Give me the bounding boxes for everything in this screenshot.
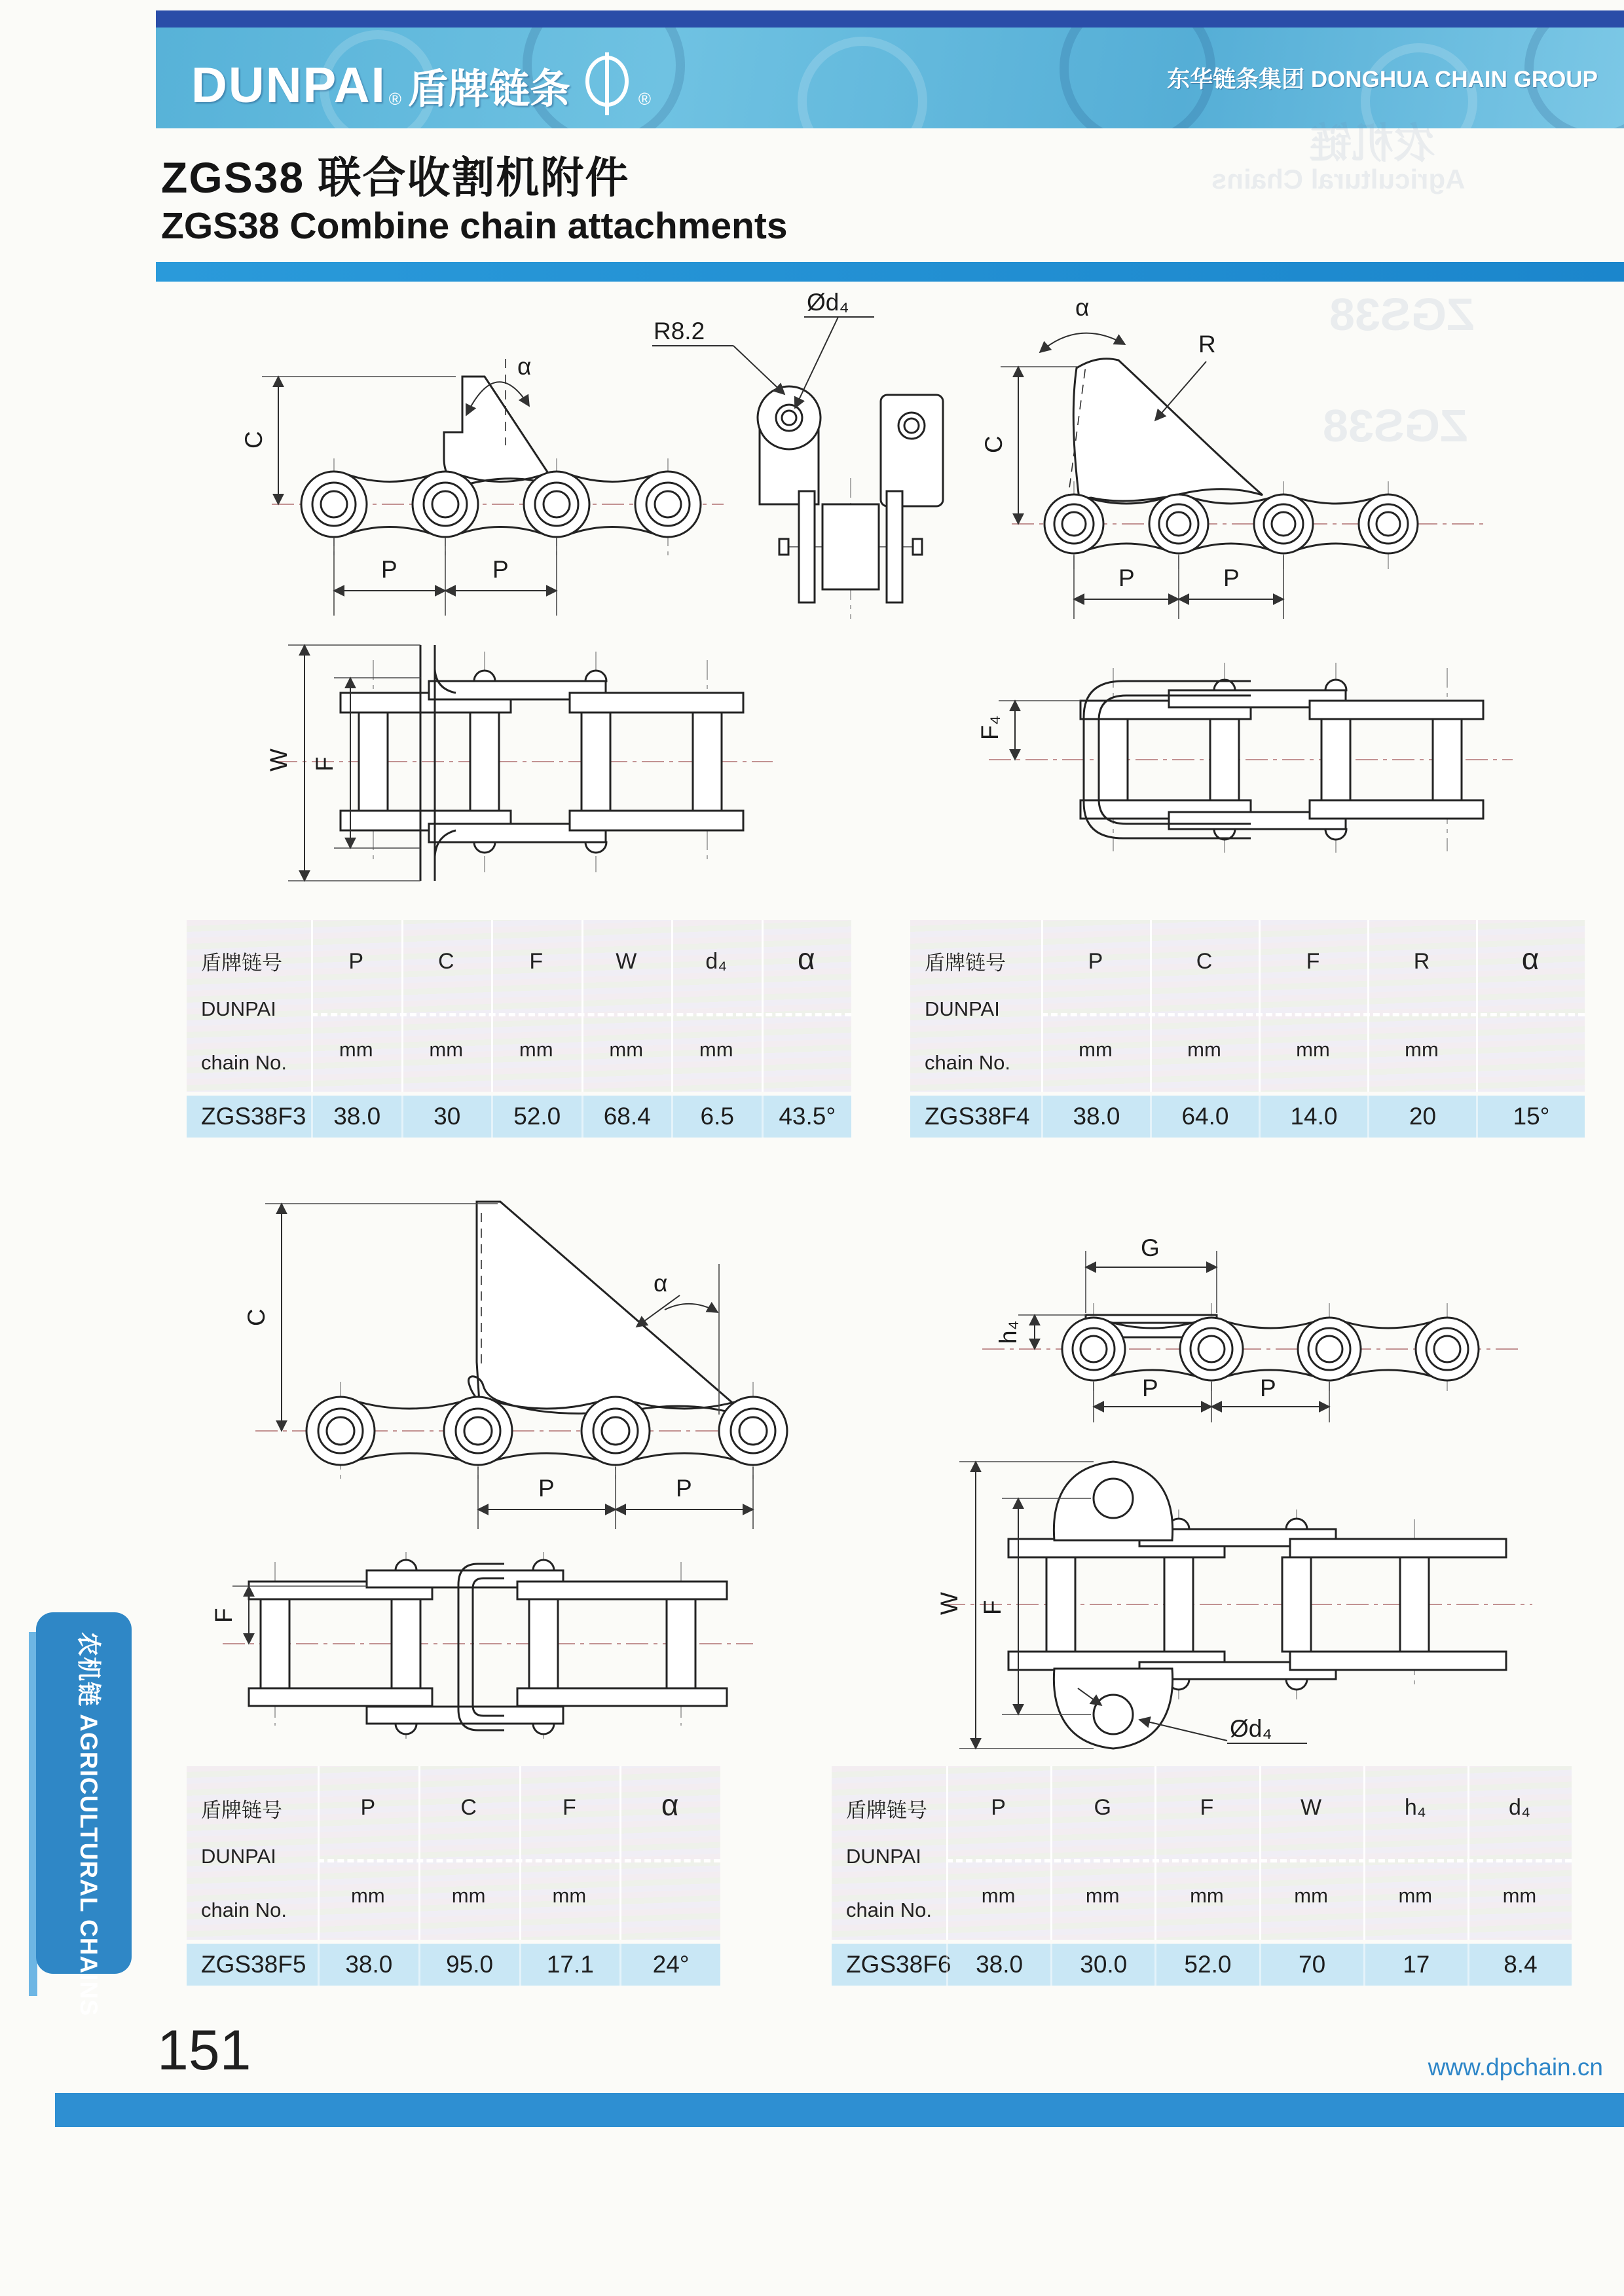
dim-label-p: P: [492, 556, 509, 583]
unit-cell: mm: [609, 1038, 644, 1061]
header-navy-strip: [156, 10, 1624, 28]
table-brand: DUNPAI: [201, 997, 276, 1020]
registered-mark: ®: [388, 89, 401, 109]
dim-label-r: R: [1198, 331, 1216, 358]
drawing-zgs38f6-side-view: [956, 1205, 1545, 1428]
column-header: F: [562, 1795, 576, 1820]
value-cell: 52.0: [1154, 1944, 1259, 1986]
column-header: d₄: [1509, 1795, 1530, 1820]
value-cell: 68.4: [581, 1096, 672, 1138]
note-d4: Ød₄: [1230, 1715, 1272, 1742]
spec-table-zgs38f3: [187, 920, 851, 1138]
unit-cell: [762, 1038, 852, 1062]
value-cell: 43.5°: [762, 1096, 852, 1138]
drawing-zgs38f6-plan-view: [923, 1428, 1545, 1762]
brand-name-cn: 盾牌链条: [407, 67, 570, 112]
value-cell: 64.0: [1150, 1096, 1259, 1138]
ghost-text: 农机链: [1310, 120, 1435, 167]
value-cell: 38.0: [318, 1944, 418, 1986]
dim-label-g: G: [1141, 1234, 1160, 1261]
column-header: C: [437, 949, 454, 974]
chain-no: ZGS38F3: [201, 1103, 306, 1130]
drawing-zgs38f5-plan-view: [203, 1546, 766, 1749]
value-cell: 30.0: [1050, 1944, 1154, 1986]
dim-label-p: P: [1142, 1375, 1158, 1401]
column-header: R: [1413, 949, 1430, 974]
table-title-cn: 盾牌链号: [201, 952, 282, 974]
brand-logo: [191, 51, 657, 120]
dp-monogram-icon: [582, 51, 632, 120]
column-header: F: [529, 949, 544, 974]
value-cell: 52.0: [491, 1096, 581, 1138]
value-cell: 6.5: [671, 1096, 762, 1138]
table-header: [910, 920, 1585, 1092]
value-cell: 20: [1367, 1096, 1476, 1138]
dim-label-p: P: [1118, 565, 1135, 591]
unit-cell: mm: [1296, 1038, 1330, 1061]
table-header: [832, 1766, 1572, 1940]
table-brand: DUNPAI: [925, 997, 1000, 1020]
value-cell: 17.1: [519, 1944, 620, 1986]
chain-no-label: chain No.: [201, 1898, 287, 1921]
column-header: P: [360, 1795, 376, 1820]
dim-label-c: C: [980, 435, 1007, 453]
column-header: F: [1306, 949, 1320, 974]
unit-cell: mm: [1187, 1038, 1221, 1061]
value-cell: 95.0: [418, 1944, 519, 1986]
chain-no-label: chain No.: [201, 1051, 287, 1074]
note-r8-2: R8.2: [654, 318, 705, 344]
table-row: [832, 1944, 1572, 1986]
dim-label-f: F: [311, 756, 338, 771]
website-url: www.dpchain.cn: [1428, 2054, 1603, 2081]
value-cell: 38.0: [946, 1944, 1050, 1986]
unit-cell: mm: [1085, 1884, 1120, 1907]
chain-no-label: chain No.: [925, 1051, 1010, 1074]
unit-cell: mm: [1190, 1884, 1224, 1907]
unit-cell: mm: [552, 1884, 587, 1907]
dim-label-alpha: α: [517, 353, 532, 380]
unit-cell: mm: [519, 1038, 553, 1061]
chain-no-label: chain No.: [846, 1898, 932, 1921]
dashed-divider: [946, 1859, 1572, 1862]
table-header: [187, 920, 851, 1092]
ghost-text: ZGS38: [1323, 400, 1468, 451]
column-header: h₄: [1404, 1795, 1426, 1820]
unit-cell: mm: [1294, 1884, 1328, 1907]
unit-cell: mm: [351, 1884, 385, 1907]
drawing-zgs38f5-side-view: [229, 1172, 773, 1539]
ghost-text: Agricultural Chains: [1211, 164, 1466, 194]
column-separators: [318, 1766, 720, 1940]
unit-cell: mm: [1398, 1884, 1433, 1907]
column-header: F: [1200, 1795, 1214, 1820]
value-cell: 38.0: [1041, 1096, 1150, 1138]
table-title-cn: 盾牌链号: [925, 952, 1006, 974]
spec-table-zgs38f4: [910, 920, 1585, 1138]
dim-label-f4: F₄: [976, 715, 1003, 740]
chain-no: ZGS38F6: [846, 1951, 951, 1978]
dim-label-p: P: [381, 556, 397, 583]
dim-label-p: P: [538, 1475, 555, 1502]
unit-cell: mm: [1079, 1038, 1113, 1061]
drawing-zgs38f3-plan-view: [249, 629, 786, 904]
column-header: d₄: [705, 949, 728, 974]
dim-label-alpha: α: [1075, 294, 1090, 321]
table-row: [187, 1096, 851, 1138]
group-name: [1167, 62, 1598, 94]
page-number: 151: [157, 2019, 251, 2082]
dim-label-w: W: [936, 1592, 963, 1615]
dashed-divider: [1041, 1013, 1585, 1016]
sidebar-label-cn: 农机链: [75, 1632, 102, 1707]
table-header: [187, 1766, 720, 1940]
column-header: G: [1094, 1795, 1111, 1820]
sidebar-label-en: AGRICULTURAL CHAINS: [75, 1714, 102, 2016]
column-header: P: [1088, 949, 1103, 974]
group-name-en: DONGHUA CHAIN GROUP: [1310, 67, 1598, 92]
unit-cell: mm: [1405, 1038, 1439, 1061]
value-cell: 8.4: [1467, 1944, 1572, 1986]
drawing-zgs38f4-plan-view: [969, 655, 1532, 878]
dashed-divider: [311, 1013, 851, 1016]
value-cell: 24°: [619, 1944, 720, 1986]
chain-no: ZGS38F5: [201, 1951, 306, 1978]
value-cell: 15°: [1476, 1096, 1585, 1138]
column-separators: [946, 1766, 1572, 1940]
spec-table-zgs38f5: [187, 1766, 720, 1986]
unit-cell: mm: [1502, 1884, 1537, 1907]
drawing-zgs38f4-side-view: [963, 275, 1565, 629]
registered-mark: ®: [638, 89, 652, 109]
table-title-cn: 盾牌链号: [201, 1799, 282, 1822]
ghost-text: ZGS38: [1329, 289, 1475, 340]
note-d4: Ød₄: [807, 289, 849, 316]
dim-label-p: P: [1223, 565, 1240, 591]
unit-cell: [619, 1884, 720, 1908]
column-header: W: [1301, 1795, 1322, 1820]
column-header: C: [1196, 949, 1213, 974]
unit-cell: mm: [451, 1884, 486, 1907]
unit-cell: [1476, 1038, 1585, 1062]
column-header: α: [661, 1788, 679, 1822]
drawing-zgs38f3-side-view: [236, 275, 969, 629]
dim-label-f: F: [979, 1600, 1006, 1615]
value-cell: 14.0: [1259, 1096, 1367, 1138]
chain-no: ZGS38F4: [925, 1103, 1030, 1130]
value-cell: 17: [1363, 1944, 1467, 1986]
value-cell: 30: [401, 1096, 492, 1138]
dashed-divider: [318, 1859, 720, 1862]
column-header: W: [616, 949, 637, 974]
unit-cell: mm: [699, 1038, 733, 1061]
table-row: [187, 1944, 720, 1986]
unit-cell: mm: [981, 1884, 1016, 1907]
column-header: α: [797, 942, 815, 976]
sidebar-label: [73, 1632, 109, 2016]
column-separators: [311, 920, 851, 1092]
dim-label-h4: h₄: [995, 1320, 1022, 1344]
group-name-cn: 东华链条集团: [1167, 67, 1305, 92]
dim-label-w: W: [265, 749, 292, 771]
dim-label-p: P: [1260, 1375, 1276, 1401]
table-title-cn: 盾牌链号: [846, 1799, 927, 1822]
dim-label-alpha: α: [654, 1270, 668, 1297]
column-header: C: [460, 1795, 477, 1820]
unit-cell: mm: [429, 1038, 464, 1061]
dim-label-f: F: [210, 1608, 237, 1623]
spec-table-zgs38f6: [832, 1766, 1572, 1986]
column-separators: [1041, 920, 1585, 1092]
dim-label-c: C: [243, 1308, 270, 1326]
page-title-en: ZGS38 Combine chain attachments: [161, 205, 788, 247]
column-header: P: [348, 949, 364, 974]
column-header: α: [1521, 942, 1540, 976]
dim-label-p: P: [676, 1475, 692, 1502]
table-brand: DUNPAI: [846, 1845, 921, 1868]
value-cell: 70: [1259, 1944, 1363, 1986]
unit-cell: mm: [339, 1038, 373, 1061]
table-brand: DUNPAI: [201, 1845, 276, 1868]
page-title-cn: ZGS38 联合收割机附件: [161, 153, 630, 202]
footer-bar: [55, 2093, 1624, 2127]
brand-name: DUNPAI: [191, 58, 386, 113]
table-row: [910, 1096, 1585, 1138]
dim-label-c: C: [240, 431, 267, 449]
column-header: P: [991, 1795, 1006, 1820]
value-cell: 38.0: [311, 1096, 401, 1138]
